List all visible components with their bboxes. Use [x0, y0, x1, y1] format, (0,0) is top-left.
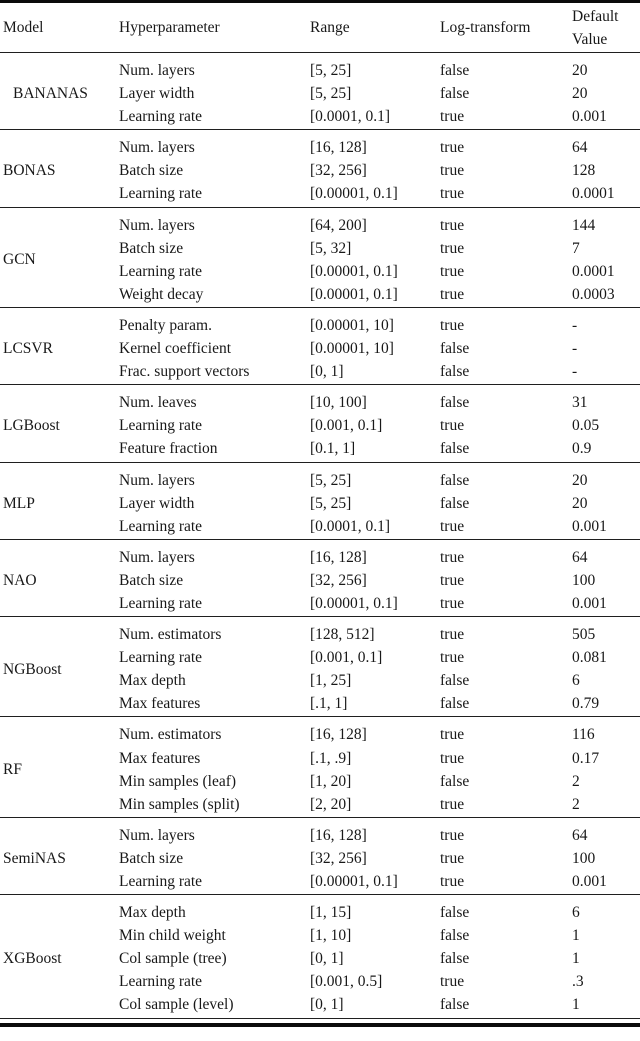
- default-value-cell: 0.05: [572, 417, 600, 435]
- range-cell: [1, 10]: [310, 927, 352, 945]
- model-group: [0, 53, 640, 130]
- log-transform-cell: false: [440, 904, 470, 922]
- log-transform-cell: true: [440, 139, 465, 157]
- model-name: NAO: [3, 571, 37, 589]
- log-transform-cell: true: [440, 594, 465, 612]
- default-value-cell: 128: [572, 162, 596, 180]
- hyperparameter-cell: Num. layers: [119, 548, 195, 566]
- model-name: GCN: [3, 251, 36, 269]
- log-transform-cell: true: [440, 849, 465, 867]
- range-cell: [0.00001, 0.1]: [310, 185, 398, 203]
- column-header-hyperparameter: Hyperparameter: [119, 19, 220, 36]
- default-value-cell: 1: [572, 950, 580, 968]
- range-cell: [16, 128]: [310, 826, 367, 844]
- hyperparameter-cell: Num. layers: [119, 471, 195, 489]
- hyperparameter-cell: Learning rate: [119, 262, 203, 280]
- default-value-cell: 7: [572, 239, 580, 257]
- hyperparameter-cell: Learning rate: [119, 649, 203, 667]
- default-value-cell: -: [572, 363, 578, 381]
- range-cell: [5, 25]: [310, 494, 352, 512]
- hyperparameter-cell: Batch size: [119, 849, 184, 867]
- log-transform-cell: true: [440, 973, 465, 991]
- log-transform-cell: true: [440, 517, 465, 535]
- default-value-cell: 6: [572, 672, 580, 690]
- model-name: RF: [3, 761, 22, 779]
- default-value-cell: 64: [572, 826, 588, 844]
- default-value-cell: 20: [572, 85, 588, 103]
- hyperparameter-cell: Num. estimators: [119, 626, 222, 644]
- range-cell: [0, 1]: [310, 950, 344, 968]
- hyperparameter-cell: Num. layers: [119, 826, 195, 844]
- default-value-cell: 1: [572, 996, 580, 1014]
- log-transform-cell: true: [440, 826, 465, 844]
- hyperparameter-cell: Learning rate: [119, 973, 203, 991]
- log-transform-cell: true: [440, 162, 465, 180]
- range-cell: [10, 100]: [310, 394, 367, 412]
- column-header-model: Model: [3, 19, 44, 36]
- hyperparameter-cell: Batch size: [119, 162, 184, 180]
- hyperparameter-cell: Num. layers: [119, 62, 195, 79]
- column-header-log-transform: Log-transform: [440, 19, 531, 36]
- hyperparameter-cell: Min samples (split): [119, 795, 240, 813]
- range-cell: [16, 128]: [310, 726, 367, 744]
- range-cell: [0, 1]: [310, 363, 344, 381]
- range-cell: [128, 512]: [310, 626, 375, 644]
- log-transform-cell: true: [440, 185, 465, 203]
- log-transform-cell: true: [440, 316, 465, 334]
- default-value-cell: 505: [572, 626, 596, 644]
- hyperparameter-cell: Col sample (level): [119, 996, 234, 1014]
- default-value-cell: 20: [572, 471, 588, 489]
- range-cell: [0.001, 0.1]: [310, 417, 383, 435]
- default-value-cell: 144: [572, 216, 596, 234]
- model-name: XGBoost: [3, 950, 62, 968]
- log-transform-cell: false: [440, 340, 470, 358]
- default-value-cell: 100: [572, 571, 596, 589]
- range-cell: [0.0001, 0.1]: [310, 517, 391, 535]
- log-transform-cell: true: [440, 285, 465, 303]
- hyperparameter-cell: Num. leaves: [119, 394, 197, 412]
- log-transform-cell: true: [440, 649, 465, 667]
- model-group: [0, 895, 640, 1018]
- column-header-range: Range: [310, 19, 350, 36]
- default-value-cell: 0.001: [572, 517, 607, 535]
- log-transform-cell: true: [440, 749, 465, 767]
- default-value-cell: 0.9: [572, 440, 592, 458]
- log-transform-cell: true: [440, 216, 465, 234]
- default-value-cell: 20: [572, 494, 588, 512]
- model-group: [0, 818, 640, 895]
- range-cell: [32, 256]: [310, 162, 367, 180]
- range-cell: [0.00001, 0.1]: [310, 285, 398, 303]
- range-cell: [5, 25]: [310, 85, 352, 103]
- log-transform-cell: true: [440, 726, 465, 744]
- default-value-cell: 20: [572, 62, 588, 79]
- log-transform-cell: false: [440, 772, 470, 790]
- log-transform-cell: false: [440, 85, 470, 103]
- default-value-cell: 31: [572, 394, 588, 412]
- hyperparameter-cell: Learning rate: [119, 517, 203, 535]
- default-value-cell: 100: [572, 849, 596, 867]
- default-value-cell: 64: [572, 139, 588, 157]
- hyperparameter-cell: Max features: [119, 695, 201, 713]
- hyperparameter-cell: Layer width: [119, 494, 195, 512]
- hyperparameter-cell: Num. estimators: [119, 726, 222, 744]
- default-value-cell: 0.001: [572, 594, 607, 612]
- model-group: [0, 385, 640, 462]
- log-transform-cell: false: [440, 363, 470, 381]
- default-value-cell: .3: [572, 973, 584, 991]
- log-transform-cell: true: [440, 571, 465, 589]
- range-cell: [16, 128]: [310, 139, 367, 157]
- log-transform-cell: true: [440, 262, 465, 280]
- default-value-cell: 0.0001: [572, 185, 615, 203]
- model-group: [0, 308, 640, 385]
- default-value-cell: 0.081: [572, 649, 607, 667]
- default-value-cell: -: [572, 340, 578, 358]
- default-value-cell: 1: [572, 927, 580, 945]
- model-group: [0, 617, 640, 717]
- hyperparameter-cell: Num. layers: [119, 216, 195, 234]
- default-value-cell: 6: [572, 904, 580, 922]
- default-value-cell: 0.001: [572, 108, 607, 126]
- range-cell: [0.00001, 10]: [310, 340, 394, 358]
- range-cell: [0.0001, 0.1]: [310, 108, 391, 126]
- default-value-cell: 0.79: [572, 695, 600, 713]
- range-cell: [5, 32]: [310, 239, 352, 257]
- model-group: [0, 540, 640, 617]
- range-cell: [0.00001, 10]: [310, 316, 394, 334]
- hyperparameter-cell: Learning rate: [119, 108, 203, 126]
- log-transform-cell: false: [440, 695, 470, 713]
- range-cell: [1, 25]: [310, 672, 352, 690]
- range-cell: [0.1, 1]: [310, 440, 356, 458]
- hyperparameter-cell: Penalty param.: [119, 316, 212, 334]
- log-transform-cell: true: [440, 417, 465, 435]
- log-transform-cell: true: [440, 626, 465, 644]
- hyperparameter-cell: Min child weight: [119, 927, 226, 945]
- model-name: MLP: [3, 494, 35, 512]
- column-header-default-value: Default Value: [572, 7, 619, 48]
- model-group: [0, 130, 640, 207]
- model-group: [0, 208, 640, 308]
- table-header-row: [0, 3, 640, 53]
- range-cell: [0.001, 0.5]: [310, 973, 383, 991]
- log-transform-cell: true: [440, 108, 465, 126]
- log-transform-cell: false: [440, 950, 470, 968]
- hyperparameter-cell: Col sample (tree): [119, 950, 227, 968]
- log-transform-cell: false: [440, 996, 470, 1014]
- hyperparameter-cell: Feature fraction: [119, 440, 218, 458]
- range-cell: [5, 25]: [310, 471, 352, 489]
- log-transform-cell: true: [440, 873, 465, 890]
- default-value-cell: 116: [572, 726, 595, 744]
- model-name: LCSVR: [3, 340, 53, 358]
- log-transform-cell: true: [440, 239, 465, 257]
- table-body: [0, 53, 640, 1019]
- hyperparameter-cell: Learning rate: [119, 873, 203, 890]
- log-transform-cell: false: [440, 927, 470, 945]
- range-cell: [32, 256]: [310, 571, 367, 589]
- default-value-cell: 64: [572, 548, 588, 566]
- hyperparameter-cell: Max depth: [119, 672, 186, 690]
- range-cell: [1, 20]: [310, 772, 352, 790]
- model-name: SemiNAS: [3, 849, 66, 867]
- range-cell: [0.00001, 0.1]: [310, 262, 398, 280]
- range-cell: [64, 200]: [310, 216, 367, 234]
- default-value-cell: 0.17: [572, 749, 600, 767]
- model-name: LGBoost: [3, 417, 60, 435]
- hyperparameter-cell: Kernel coefficient: [119, 340, 232, 358]
- default-value-cell: 0.001: [572, 873, 607, 890]
- model-group: [0, 717, 640, 817]
- log-transform-cell: true: [440, 795, 465, 813]
- default-value-cell: 2: [572, 772, 580, 790]
- hyperparameter-cell: Num. layers: [119, 139, 195, 157]
- range-cell: [.1, 1]: [310, 695, 348, 713]
- hyperparameter-cell: Max features: [119, 749, 201, 767]
- hyperparameter-cell: Layer width: [119, 85, 195, 103]
- hyperparameter-cell: Max depth: [119, 904, 186, 922]
- range-cell: [2, 20]: [310, 795, 352, 813]
- hyperparameter-cell: Learning rate: [119, 185, 203, 203]
- log-transform-cell: false: [440, 62, 470, 79]
- model-name: BANANAS: [13, 85, 88, 103]
- model-group: [0, 463, 640, 540]
- range-cell: [0.001, 0.1]: [310, 649, 383, 667]
- hyperparameter-cell: Min samples (leaf): [119, 772, 237, 790]
- range-cell: [5, 25]: [310, 62, 352, 79]
- default-value-cell: 0.0001: [572, 262, 615, 280]
- default-value-cell: 0.0003: [572, 285, 615, 303]
- model-name: NGBoost: [3, 660, 62, 678]
- log-transform-cell: false: [440, 672, 470, 690]
- model-name: BONAS: [3, 162, 56, 180]
- log-transform-cell: true: [440, 548, 465, 566]
- hyperparameter-cell: Learning rate: [119, 417, 203, 435]
- range-cell: [32, 256]: [310, 849, 367, 867]
- hyperparameter-cell: Batch size: [119, 571, 184, 589]
- log-transform-cell: false: [440, 494, 470, 512]
- range-cell: [0.00001, 0.1]: [310, 594, 398, 612]
- range-cell: [0.00001, 0.1]: [310, 873, 398, 890]
- default-value-cell: 2: [572, 795, 580, 813]
- default-value-cell: -: [572, 316, 578, 334]
- hyperparameter-cell: Batch size: [119, 239, 184, 257]
- range-cell: [1, 15]: [310, 904, 352, 922]
- range-cell: [16, 128]: [310, 548, 367, 566]
- hyperparameter-cell: Learning rate: [119, 594, 203, 612]
- hyperparameter-cell: Frac. support vectors: [119, 363, 250, 381]
- hyperparameter-cell: Weight decay: [119, 285, 204, 303]
- log-transform-cell: false: [440, 394, 470, 412]
- range-cell: [.1, .9]: [310, 749, 352, 767]
- log-transform-cell: false: [440, 440, 470, 458]
- range-cell: [0, 1]: [310, 996, 344, 1014]
- log-transform-cell: false: [440, 471, 470, 489]
